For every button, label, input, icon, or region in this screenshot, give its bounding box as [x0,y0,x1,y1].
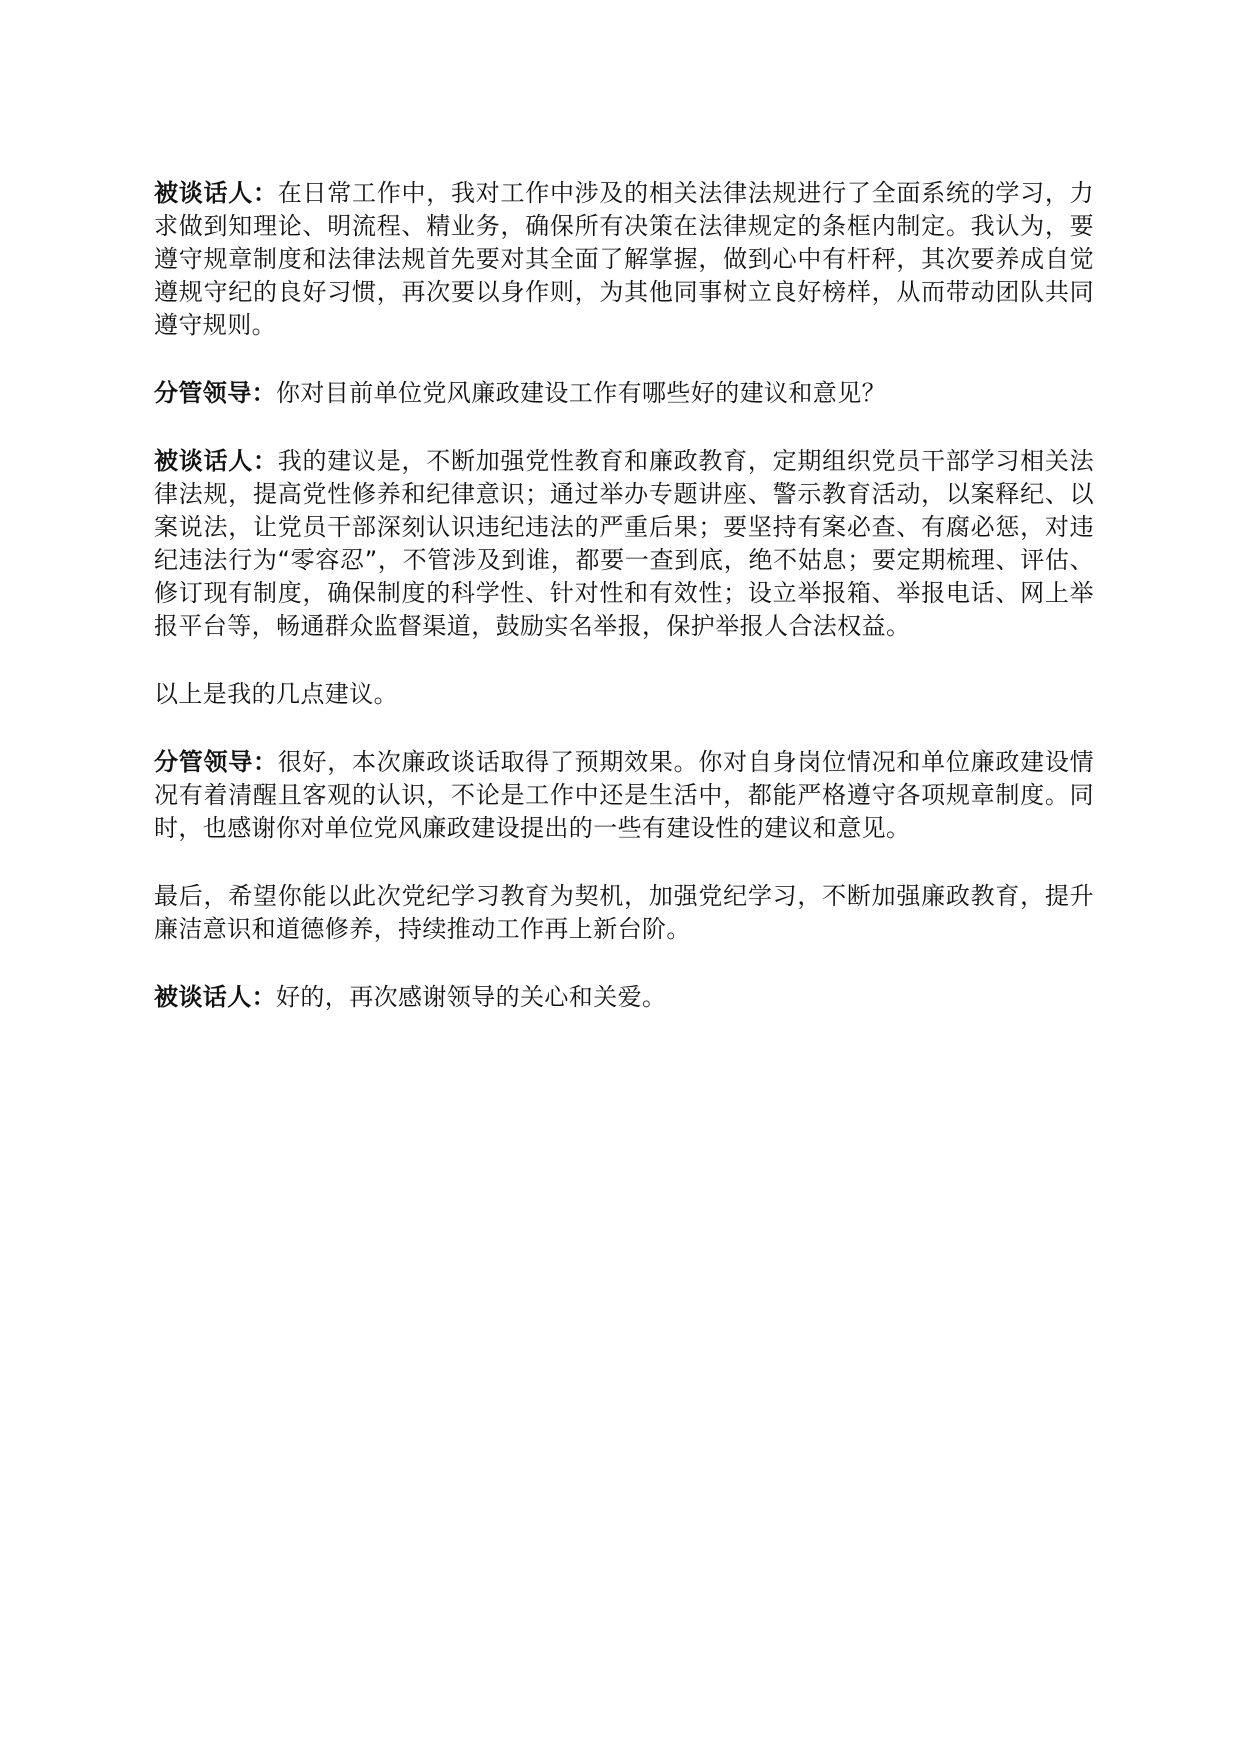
speaker-label: 分管领导： [154,748,278,776]
speaker-label: 被谈话人： [154,983,276,1011]
speaker-label: 被谈话人： [154,447,278,475]
paragraph-text: 你对目前单位党风廉政建设工作有哪些好的建议和意见？ [276,379,886,407]
paragraph-4 [154,678,1094,711]
paragraph-5 [154,746,1094,845]
paragraph-text: 最后，希望你能以此次党纪学习教育为契机，加强党纪学习，不断加强廉政教育，提升廉洁意识和道德修养，持续推动工作再上新台阶。 [154,882,1094,943]
paragraph-text: 以上是我的几点建议。 [154,680,398,708]
paragraph-text: 我的建议是，不断加强党性教育和廉政教育，定期组织党员干部学习相关法律法规，提高党性修养和纪律意识；通过举办专题讲座、警示教育活动，以案释纪、以案说法，让党员干部深刻认识违纪违法的严重后果；要坚持有案必查、有腐必惩，对违纪违法行为“零容忍”，不管涉及到谁，都要一查到底，绝不姑息；要定期梳理、评估、修订现有制度，确保制度的科学性、针对性和有效性；设立举报箱、举报电话、网上举报平台等，畅通群众监督渠道，鼓励实名举报，保护举报人合法权益。 [154,447,1094,640]
paragraph-2 [154,377,1094,410]
paragraph-3 [154,445,1094,643]
paragraph-text: 很好，本次廉政谈话取得了预期效果。你对自身岗位情况和单位廉政建设情况有着清醒且客观的认识，不论是工作中还是生活中，都能严格遵守各项规章制度。同时，也感谢你对单位党风廉政建设提出的一些有建设性的建议和意见。 [154,748,1094,842]
speaker-label: 被谈话人： [154,179,278,207]
document-body [154,177,1094,1049]
paragraph-6 [154,880,1094,946]
paragraph-7 [154,981,1094,1014]
speaker-label: 分管领导： [154,379,276,407]
paragraph-text: 好的，再次感谢领导的关心和关爱。 [276,983,667,1011]
paragraph-1 [154,177,1094,342]
paragraph-text: 在日常工作中，我对工作中涉及的相关法律法规进行了全面系统的学习，力求做到知理论、明流程、精业务，确保所有决策在法律规定的条框内制定。我认为，要遵守规章制度和法律法规首先要对其全面了解掌握，做到心中有杆秤，其次要养成自觉遵规守纪的良好习惯，再次要以身作则，为其他同事树立良好榜样，从而带动团队共同遵守规则。 [154,179,1094,339]
